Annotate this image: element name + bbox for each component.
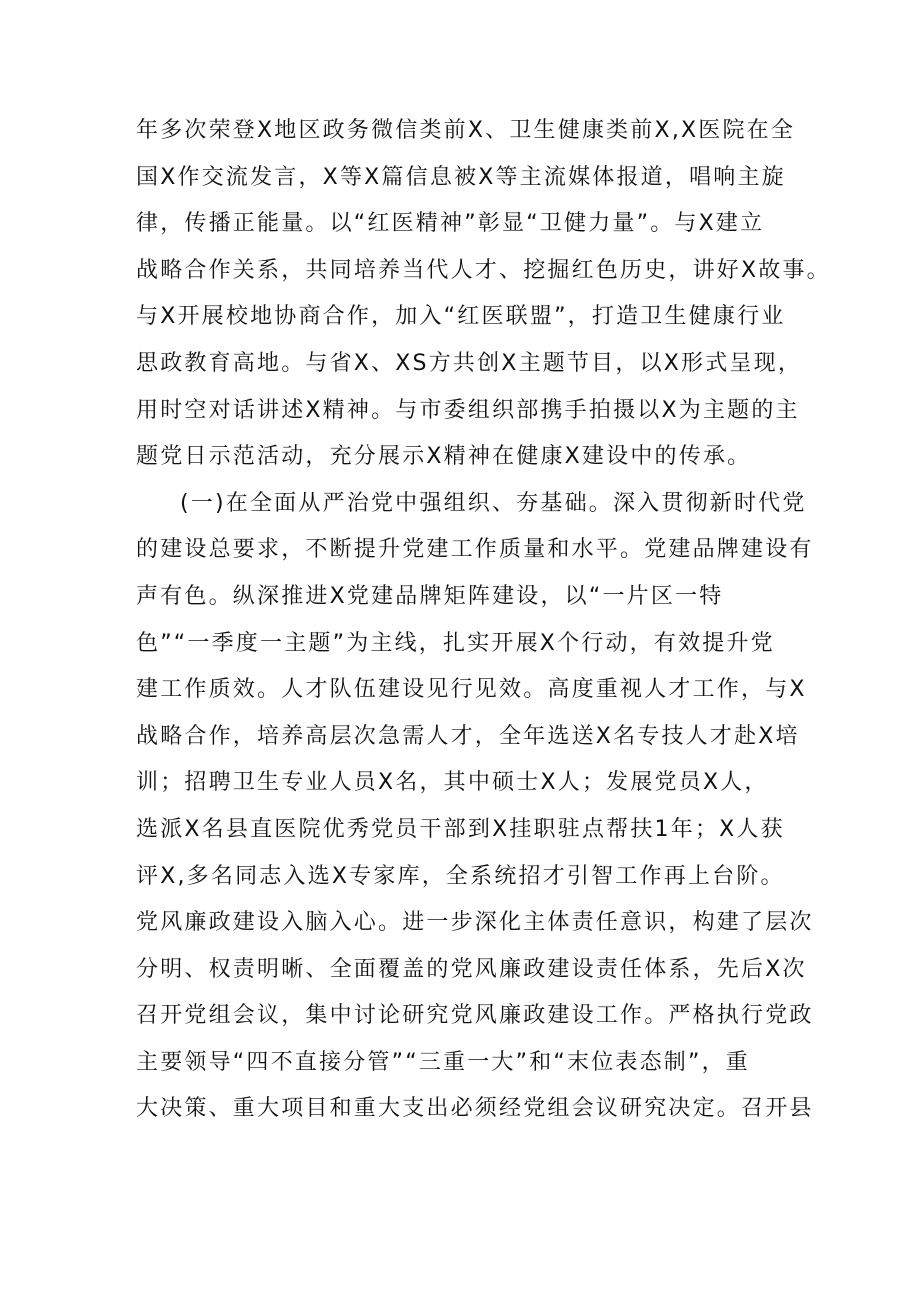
text-line-12: 色”“一季度一主题”为主线，扎实开展X个行动，有效提升党 [136, 630, 775, 656]
text-line-7: 用时空对话讲述X精神。与市委组织部携手拍摄以X为主题的主 [136, 397, 800, 423]
text-line-16: 选派X名县直医院优秀党员干部到X挂职驻点帮扶1年；X人获 [136, 816, 785, 842]
text-line-8: 题党日示范活动，充分展示X精神在健康X建设中的传承。 [136, 444, 752, 470]
text-line-19: 分明、权责明晰、全面覆盖的党风廉政建设责任体系，先后X次 [136, 956, 807, 982]
text-line-2: 国X作交流发言，X等X篇信息被X等主流媒体报道，唱响主旋 [136, 164, 786, 190]
text-line-14: 战略合作，培养高层次急需人才，全年选送X名专技人才赴X培 [136, 723, 800, 749]
text-line-4: 战略合作关系，共同培养当代人才、挖掘红色历史，讲好X故事。 [136, 257, 831, 283]
text-line-21: 主要领导“四不直接分管”“三重一大”和“末位表态制”，重 [136, 1049, 750, 1075]
text-line-15: 训；招聘卫生专业人员X名，其中硕士X人；发展党员X人， [136, 770, 769, 796]
section-heading-line: (一)在全面从严治党中强组织、夯基础。深入贯彻新时代党 [180, 490, 807, 516]
text-line-3: 律，传播正能量。以“红医精神”彰显“卫健力量”。与X建立 [136, 211, 765, 237]
text-line-13: 建工作质效。人才队伍建设见行见效。高度重视人才工作，与X [136, 677, 807, 703]
text-line-6: 思政教育高地。与省X、XS方共创X主题节目，以X形式呈现， [136, 350, 803, 376]
text-line-1: 年多次荣登X地区政务微信类前X、卫生健康类前X,X医院在全 [136, 118, 796, 143]
text-line-22: 大决策、重大项目和重大支出必须经党组会议研究决定。召开县 [136, 1096, 814, 1122]
text-line-10: 的建设总要求，不断提升党建工作质量和水平。党建品牌建设有 [136, 537, 814, 563]
text-line-5: 与X开展校地协商合作，加入“红医联盟”，打造卫生健康行业 [136, 304, 786, 330]
text-line-17: 评X,多名同志入选X专家库，全系统招才引智工作再上台阶。 [136, 863, 785, 889]
text-line-18: 党风廉政建设入脑入心。进一步深化主体责任意识，构建了层次 [136, 910, 814, 936]
text-line-20: 召开党组会议，集中讨论研究党风廉政建设工作。严格执行党政 [136, 1003, 814, 1029]
text-line-11: 声有色。纵深推进X党建品牌矩阵建设，以“一片区一特 [136, 583, 724, 609]
document-body [136, 108, 831, 1133]
